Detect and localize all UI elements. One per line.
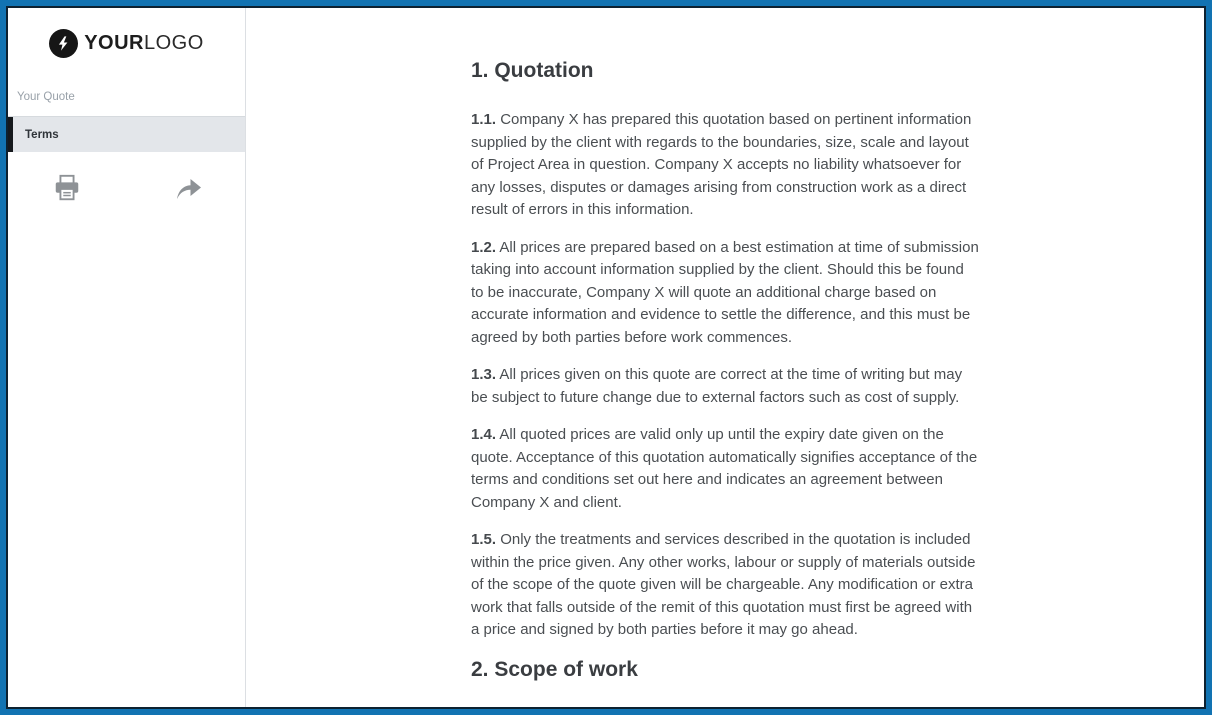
- paragraph-number: 1.2.: [471, 238, 497, 256]
- share-button[interactable]: [175, 173, 203, 203]
- sidebar-item-label: Terms: [25, 128, 59, 141]
- document-viewer: [246, 8, 1204, 707]
- paragraph-text: Only the treatments and services described in the quotation is included within the price given. Any other works, labour or supply of materials outside of the scope of the quote given will be chargeable. Any modification or extra work that falls outside of the remit of this quotation must first be agreed with a price and signed by both parties before it may go ahead.: [471, 531, 976, 639]
- document-page: [471, 8, 979, 682]
- paragraph-1-4: [471, 424, 979, 514]
- print-button[interactable]: [52, 173, 82, 203]
- sidebar-actions: [8, 173, 245, 203]
- sidebar-item-terms[interactable]: [8, 116, 245, 152]
- logo-text-light: LOGO: [144, 32, 204, 54]
- share-arrow-icon: [175, 189, 203, 204]
- paragraph-1-3: [471, 364, 979, 409]
- lightning-bolt-icon: [49, 29, 78, 58]
- section-heading-quotation: 1. Quotation: [471, 59, 594, 82]
- paragraph-1-5: [471, 529, 979, 642]
- paragraph-text: All prices given on this quote are correct at the time of writing but may be subject to future change due to external factors such as cost of supply.: [471, 366, 963, 406]
- section-heading-scope-of-work: 2. Scope of work: [471, 657, 638, 681]
- paragraph-number: 1.1.: [471, 111, 497, 129]
- paragraph-text: All prices are prepared based on a best estimation at time of submission taking into account information supplied by the client. Should this be found to be inaccurate, Company X will quote an additional charge based on accurate information and evidence to settle the difference, and this must be agreed by both parties before work commences.: [471, 238, 979, 346]
- paragraph-1-2: [471, 237, 979, 350]
- company-logo: [8, 29, 245, 58]
- sidebar: [8, 8, 246, 707]
- quote-title-label: Your Quote: [17, 91, 75, 103]
- app-window: [6, 6, 1206, 709]
- printer-icon: [52, 191, 82, 206]
- paragraph-number: 1.3.: [471, 366, 497, 384]
- paragraph-text: Company X has prepared this quotation based on pertinent information supplied by the client with regards to the boundaries, size, scale and layout of Project Area in question. Company X accepts no liability whatsoever for any losses, disputes or damages arising from construction work as a direct result of errors in this information.: [471, 111, 972, 219]
- paragraph-number: 1.4.: [471, 426, 497, 444]
- paragraph-number: 1.5.: [471, 531, 497, 549]
- logo-text: [84, 32, 204, 55]
- sidebar-nav: [8, 116, 245, 152]
- paragraph-text: All quoted prices are valid only up until the expiry date given on the quote. Acceptance of this quotation automatically signifies acceptance of the terms and conditions set out here and indicates an agreement between Company X and client.: [471, 426, 978, 511]
- paragraph-1-1: [471, 109, 979, 222]
- logo-text-bold: YOUR: [84, 32, 144, 54]
- active-indicator-bar: [8, 117, 13, 152]
